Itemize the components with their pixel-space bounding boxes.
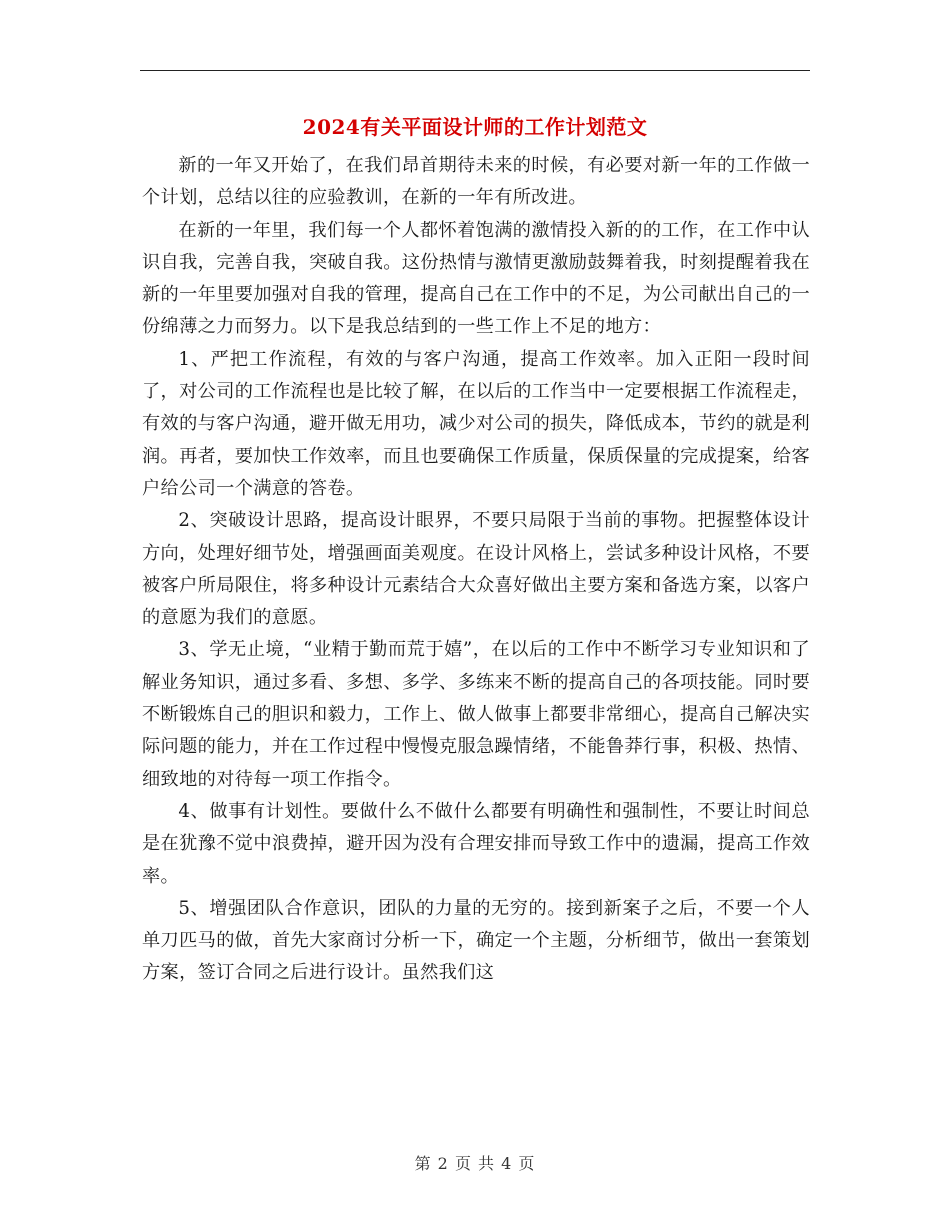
paragraph-new-year: 在新的一年里，我们每一个人都怀着饱满的激情投入新的的工作，在工作中认识自我，完善自我，突破自我。这份热情与激情更激励鼓舞着我，时刻提醒着我在新的一年里要加强对自我的管理，提高自己在工作中的不足，为公司献出自己的一份绵薄之力而努力。以下是我总结到的一些工作上不足的地方： (142, 219, 810, 338)
paragraph-intro: 新的一年又开始了，在我们昂首期待未来的时候，有必要对新一年的工作做一个计划，总结以往的应验教训，在新的一年有所改进。 (142, 155, 810, 209)
paragraph-item-5: 5、增强团队合作意识，团队的力量的无穷的。接到新案子之后，不要一个人单刀匹马的做，首先大家商讨分析一下，确定一个主题，分析细节，做出一套策划方案，签订合同之后进行设计。虽然我们这 (142, 897, 810, 984)
paragraph-item-4: 4、做事有计划性。要做什么不做什么都要有明确性和强制性，不要让时间总是在犹豫不觉中浪费掉，避开因为没有合理安排而导致工作中的遗漏，提高工作效率。 (142, 800, 810, 887)
paragraph-item-2: 2、突破设计思路，提高设计眼界，不要只局限于当前的事物。把握整体设计方向，处理好细节处，增强画面美观度。在设计风格上，尝试多种设计风格，不要被客户所局限住，将多种设计元素结合大众喜好做出主要方案和备选方案，以客户的意愿为我们的意愿。 (142, 510, 810, 629)
paragraph-item-3: 3、学无止境，“业精于勤而荒于嬉”，在以后的工作中不断学习专业知识和了解业务知识，通过多看、多想、多学、多练来不断的提高自己的各项技能。同时要不断锻炼自己的胆识和毅力，工作上、做人做事上都要非常细心，提高自己解决实际问题的能力，并在工作过程中慢慢克服急躁情绪，不能鲁莽行事，积极、热情、细致地的对待每一项工作指令。 (142, 639, 810, 790)
header-rule (140, 70, 810, 71)
paragraph-item-1: 1、严把工作流程，有效的与客户沟通，提高工作效率。加入正阳一段时间了，对公司的工作流程也是比较了解，在以后的工作当中一定要根据工作流程走，有效的与客户沟通，避开做无用功，减少对公司的损失，降低成本，节约的就是利润。再者，要加快工作效率，而且也要确保工作质量，保质保量的完成提案，给客户给公司一个满意的答卷。 (142, 348, 810, 499)
document-title: 2024有关平面设计师的工作计划范文 (302, 115, 648, 139)
document-body (142, 150, 810, 990)
page-number: 第 2 页 共 4 页 (414, 1154, 536, 1173)
